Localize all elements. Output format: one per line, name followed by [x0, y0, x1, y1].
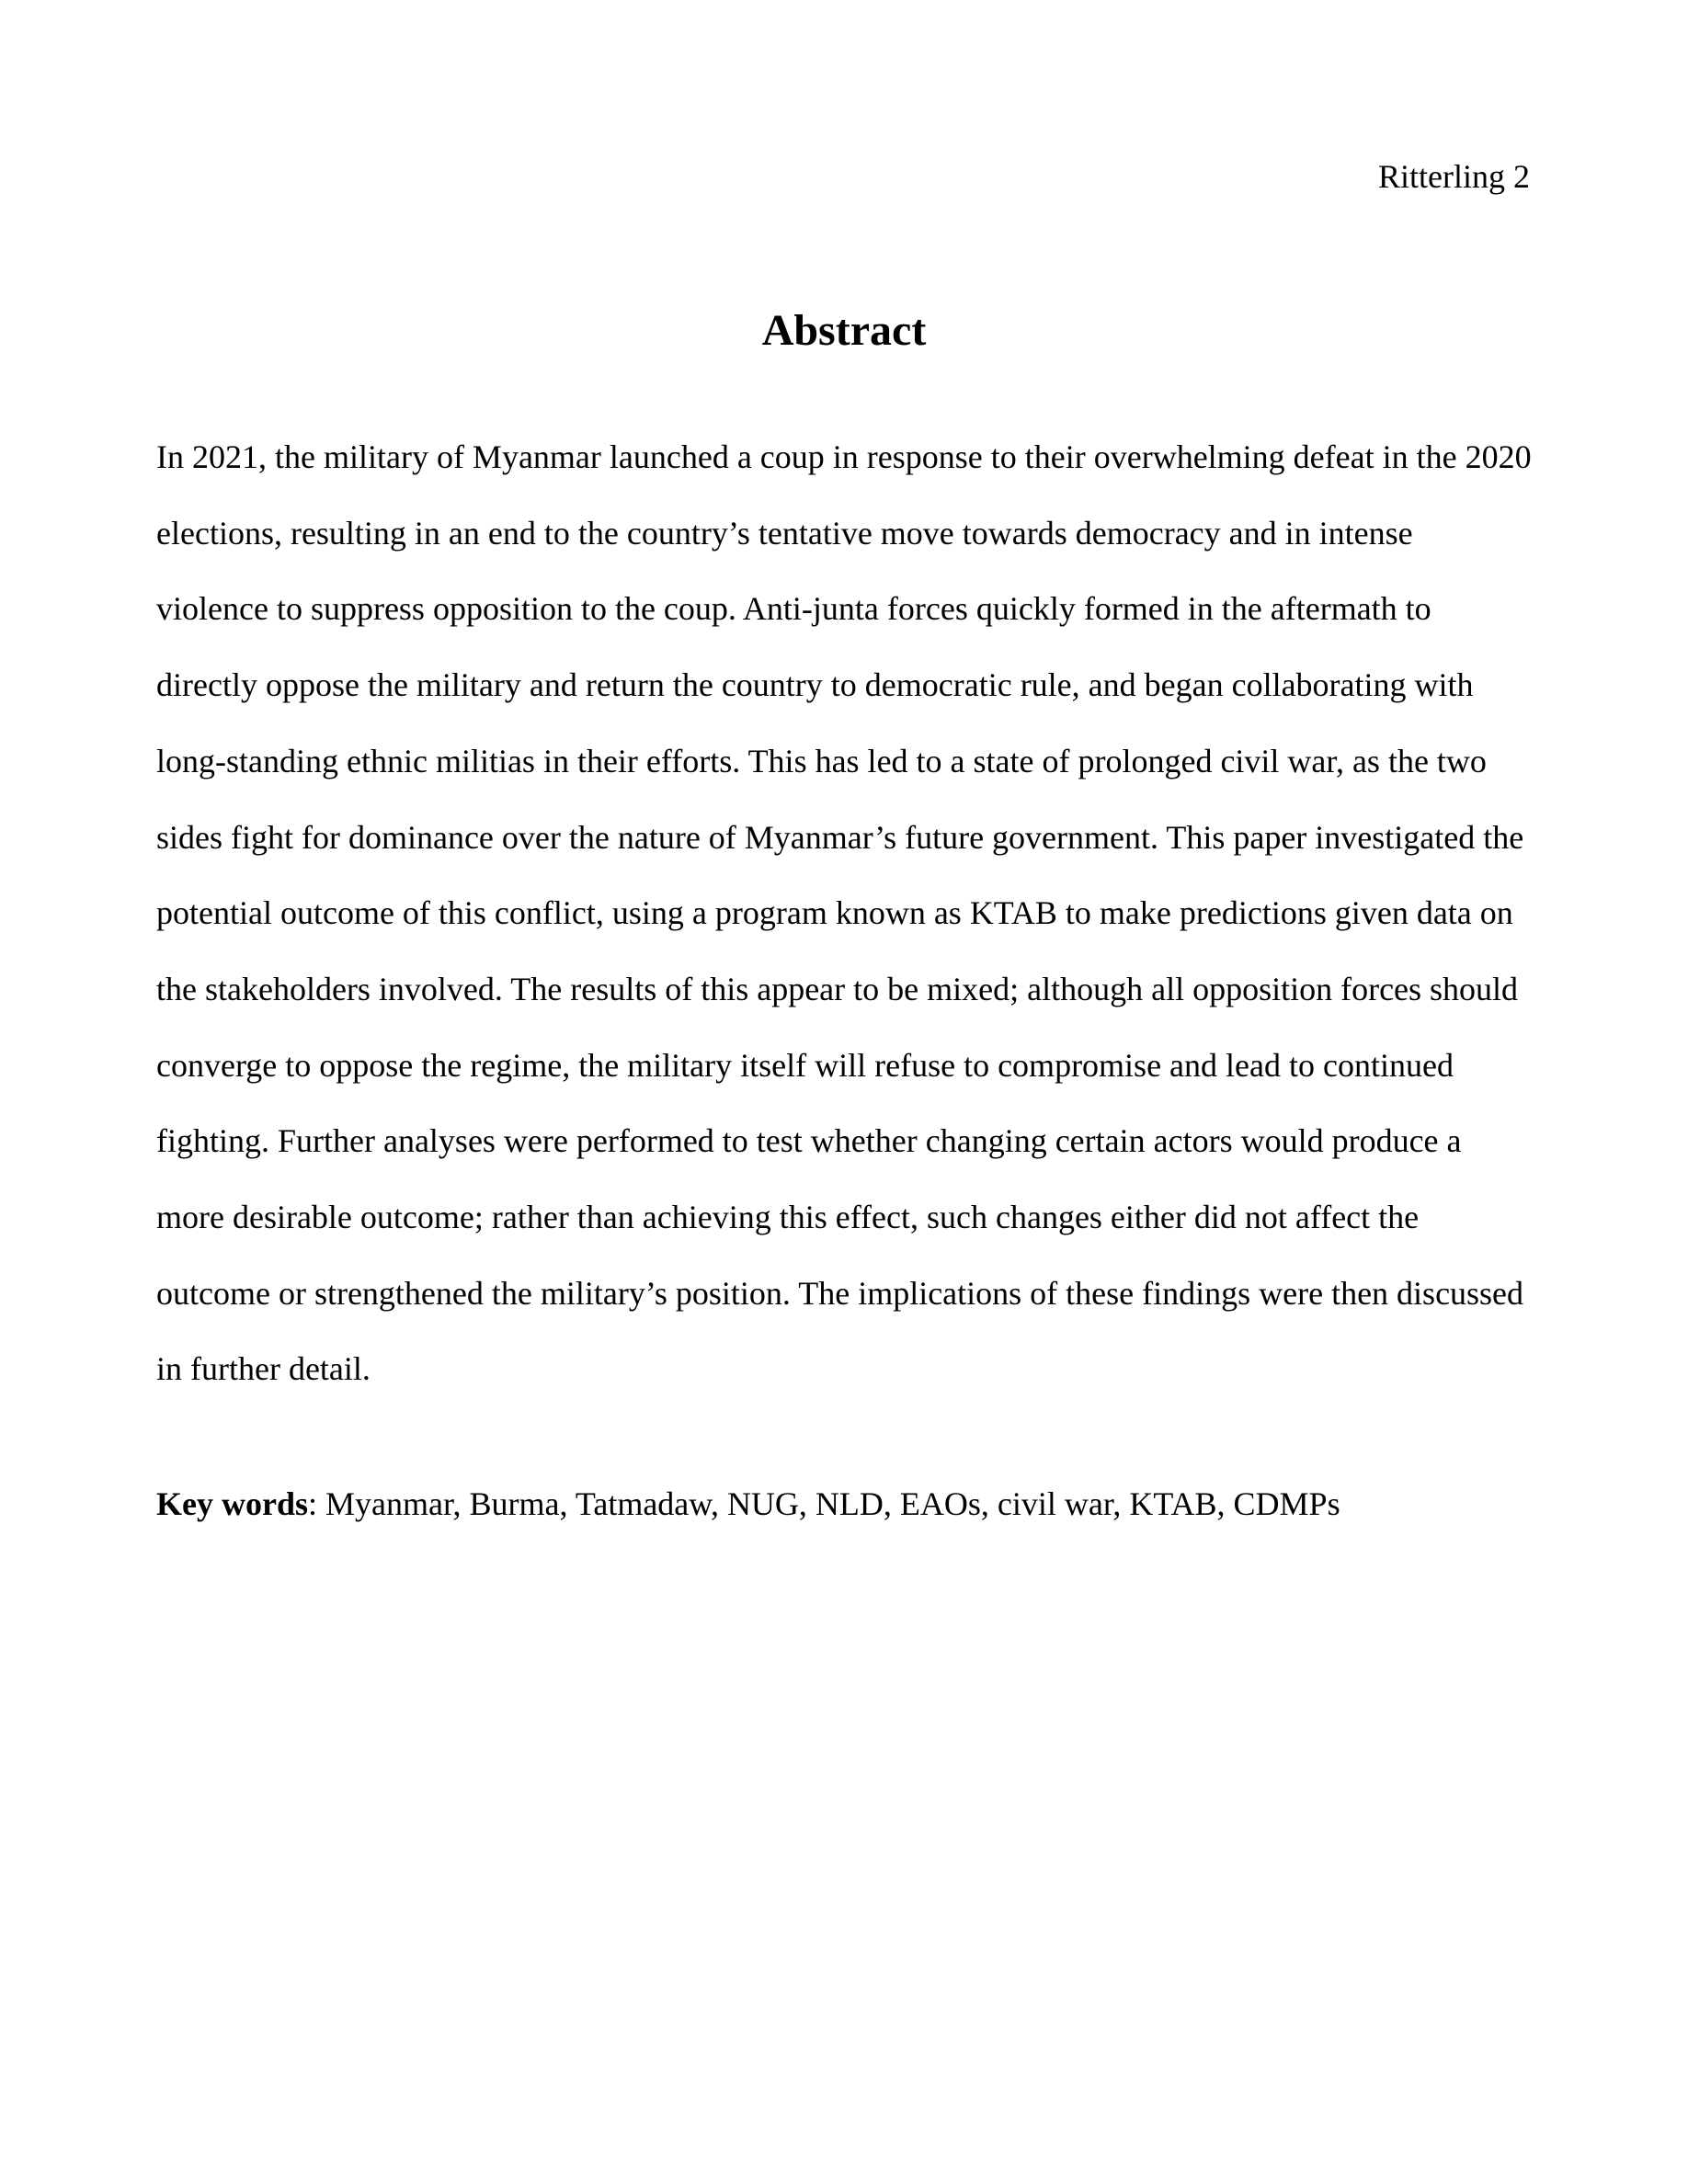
- abstract-line: potential outcome of this conflict, using a program known as KTAB to make predictions given data on: [156, 894, 1513, 932]
- abstract-line: the stakeholders involved. The results of this appear to be mixed; although all opposition forces should: [156, 970, 1519, 1007]
- running-head: Ritterling 2: [1378, 158, 1530, 195]
- abstract-line: elections, resulting in an end to the country’s tentative move towards democracy and in intense: [156, 514, 1413, 552]
- abstract-line: violence to suppress opposition to the coup. Anti-junta forces quickly formed in the aftermath to: [156, 590, 1431, 628]
- abstract-line: converge to oppose the regime, the military itself will refuse to compromise and lead to continued: [156, 1046, 1454, 1084]
- keywords-line: [156, 1482, 1340, 1526]
- abstract-title: Abstract: [761, 306, 927, 355]
- abstract-line: directly oppose the military and return the country to democratic rule, and began collaborating with: [156, 666, 1474, 704]
- keywords-separator: :: [308, 1485, 318, 1522]
- abstract-line: long-standing ethnic militias in their efforts. This has led to a state of prolonged civil war, as the two: [156, 742, 1487, 779]
- abstract-line: sides fight for dominance over the nature of Myanmar’s future government. This paper investigated the: [156, 818, 1524, 856]
- abstract-line: more desirable outcome; rather than achieving this effect, such changes either did not affect the: [156, 1199, 1420, 1236]
- keywords-label: Key words: [156, 1485, 308, 1522]
- keywords-text: Myanmar, Burma, Tatmadaw, NUG, NLD, EAOs, civil war, KTAB, CDMPs: [317, 1485, 1340, 1522]
- abstract-line: In 2021, the military of Myanmar launched a coup in response to their overwhelming defeat in the 2020: [156, 438, 1532, 475]
- abstract-body: [156, 419, 1535, 1407]
- abstract-line: outcome or strengthened the military’s position. The implications of these findings were then discussed: [156, 1274, 1524, 1312]
- abstract-line: fighting. Further analyses were performed to test whether changing certain actors would produce a: [156, 1122, 1462, 1160]
- abstract-line: in further detail.: [156, 1350, 371, 1388]
